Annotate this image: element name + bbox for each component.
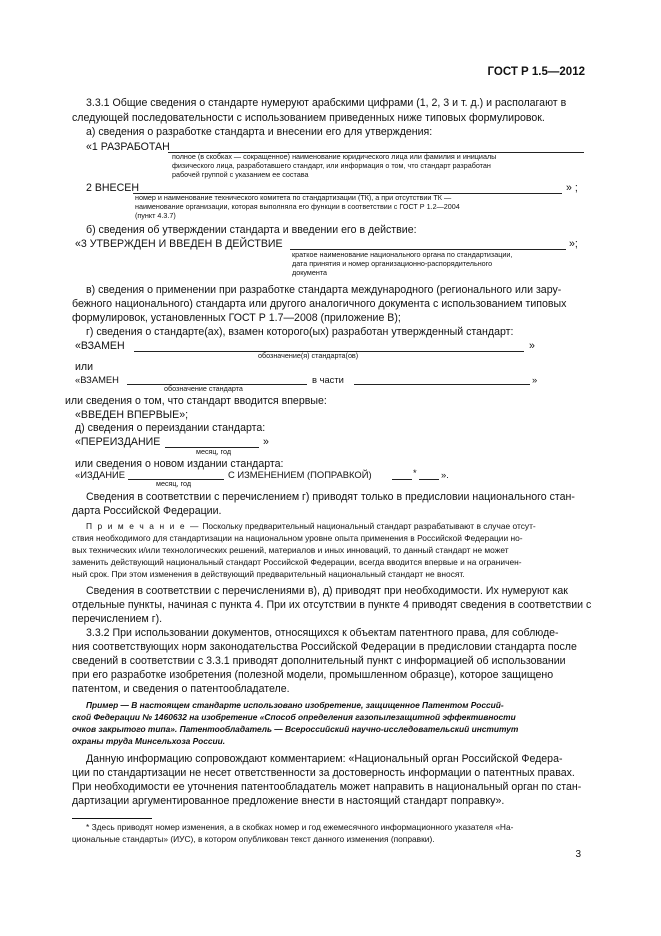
razrabotan-hint-3: рабочей группой с указанием ее состава <box>172 170 309 179</box>
utverzhden-label: «3 УТВЕРЖДЕН И ВВЕДЕН В ДЕЙСТВИЕ <box>75 238 283 250</box>
item-v-line-1: в) сведения о применении при разработке стандарта международного (регионального или зару- <box>86 284 562 296</box>
utverzhden-hint-1: краткое наименование национального органа по стандартизации, <box>292 250 513 259</box>
page-number: 3 <box>575 849 581 860</box>
vzamen-close: » <box>529 340 535 352</box>
vnesen-label: 2 ВНЕСЕН <box>86 182 139 194</box>
vnesen-hint-3: (пункт 4.3.7) <box>135 211 176 220</box>
comment-line-3: При необходимости ее уточнения патентообладатель может направить в национальный орган по стан- <box>72 781 582 793</box>
izdanie-hint: месяц, год <box>156 479 192 488</box>
svedeniya-bd-line-2: отдельные пункты, начиная с пункта 4. При их отсутствии в пункте 4 приводят сведения в соответствии с <box>72 599 592 611</box>
example-line-4: охраны труда Минсельхоза России. <box>72 736 226 746</box>
v-chasti-fill-line <box>354 384 530 385</box>
svedeniya-g-line-2: дарта Российской Федерации. <box>72 505 222 517</box>
svedeniya-g-line-1: Сведения в соответствии с перечислением г) приводят только в предисловии национального стан- <box>86 491 575 503</box>
example-line-2: ской Федерации № 1460632 на изобретение «Способ определения газопылезащитной эффективности <box>72 712 516 722</box>
footnote-separator <box>72 818 152 819</box>
footnote-line-2: циональные стандарты» (ИУС), в котором опубликован текст данного изменения (поправки). <box>72 834 435 844</box>
item-g: г) сведения о стандарте(ах), взамен которого(ых) разработан утвержденный стандарт: <box>86 326 514 338</box>
section-3-3-1-line-2: следующей последовательности с использованием приведенных ниже типовых формулировок. <box>72 112 545 124</box>
vzamen-hint: обозначение(я) стандарта(ов) <box>258 351 359 360</box>
section-3-3-2-line-2: ния соответствующих норм законодательства Российской Федерации в предисловии стандарта после <box>72 641 577 653</box>
vveden-text: «ВВЕДЕН ВПЕРВЫЕ»; <box>75 409 189 421</box>
razrabotan-hint-2: физического лица, разработавшего стандарт, или информация о том, что стандарт разработан <box>172 161 491 170</box>
vzamen-label: «ВЗАМЕН <box>75 340 125 352</box>
utverzhden-hint-3: документа <box>292 268 328 277</box>
note-line-1 <box>86 520 536 532</box>
section-3-3-2-line-5: патентом, и сведения о патентообладателе. <box>72 683 290 695</box>
comment-line-2: ции по стандартизации не несет ответственности за достоверность информации о патентных правах. <box>72 767 575 779</box>
razrabotan-label: «1 РАЗРАБОТАН <box>86 141 170 153</box>
svedeniya-bd-line-3: перечислением г). <box>72 613 163 625</box>
svedeniya-bd-line-1: Сведения в соответствии с перечислениями в), д) приводят при необходимости. Их нумеруют как <box>86 585 568 597</box>
section-3-3-2-line-4: при его разработке изобретения (полезной модели, промышленном образце), которое защищено <box>72 669 554 681</box>
note-line-5: ный срок. При этом изменения в действующий предварительный национальный стандарт не вносят. <box>72 569 465 579</box>
izdanie-close: ». <box>441 469 449 480</box>
pereizdanie-close: » <box>263 436 269 448</box>
izdanie-label: «ИЗДАНИЕ <box>75 469 125 480</box>
vzamen2-label: «ВЗАМЕН <box>75 374 119 385</box>
utverzhden-close: »; <box>569 238 578 250</box>
example-line-3: очков закрытого типа». Патентообладатель — Всероссийский научно-исследовательский институт <box>72 724 519 734</box>
example-line-1: Пример — В настоящем стандарте использовано изобретение, защищенное Патентом Россий- <box>86 700 504 710</box>
utverzhden-hint-2: дата принятия и номер организационно-распорядительного <box>292 259 493 268</box>
section-3-3-2-line-3: сведений в соответствии с 3.3.1 приводят дополнительный пункт с информацией об использовании <box>72 655 566 667</box>
item-d: д) сведения о переиздании стандарта: <box>75 422 266 434</box>
izmenenie-number-line <box>392 479 412 480</box>
footnote-mark: * <box>413 467 417 478</box>
item-b: б) сведения об утверждении стандарта и введении его в действие: <box>86 224 417 236</box>
pereizdanie-hint: месяц, год <box>196 447 232 456</box>
footnote-line-1: * Здесь приводят номер изменения, а в скобках номер и год ежемесячного информационного указателя «На- <box>86 822 514 832</box>
comment-line-1: Данную информацию сопровождают комментарием: «Национальный орган Российской Федера- <box>86 753 563 765</box>
document-header: ГОСТ Р 1.5—2012 <box>487 66 585 78</box>
ius-number-line <box>419 479 439 480</box>
vnesen-hint-1: номер и наименование технического комитета по стандартизации (ТК), а при отсутствии ТК — <box>135 193 452 202</box>
razrabotan-hint-1: полное (в скобках — сокращенное) наименование юридического лица или фамилия и инициалы <box>172 152 497 161</box>
item-v-line-2: бежного национального) стандарта или другого аналогичного документа с использованием типовых <box>72 298 567 310</box>
vzamen2-hint: обозначение стандарта <box>164 384 243 393</box>
note-label: П р и м е ч а н и е — <box>86 521 200 531</box>
note-text-1: Поскольку предварительный национальный стандарт разрабатывают в случае отсут- <box>202 521 536 531</box>
s-izmeneniem-text: С ИЗМЕНЕНИЕМ (ПОПРАВКОЙ) <box>228 469 372 480</box>
note-line-4: заменить действующий национальный стандарт Российской Федерации, всегда вводится впервые и на ограничен- <box>72 557 522 567</box>
note-line-3: вых технических и/или технологических решений, материалов и иных инноваций, то данный стандарт не может <box>72 545 509 555</box>
item-v-line-3: формулировок, установленных ГОСТ Р 1.7—2008 (приложение В); <box>72 312 401 324</box>
comment-line-4: дартизации аргументированное предложение внести в настоящий стандарт поправку». <box>72 795 505 807</box>
item-a: а) сведения о разработке стандарта и внесении его для утверждения: <box>86 126 433 138</box>
vnesen-close: » ; <box>566 182 578 194</box>
v-chasti-text: в части <box>312 374 344 385</box>
vzamen2-close: » <box>532 374 538 385</box>
or-first-text: или сведения о том, что стандарт вводится впервые: <box>65 395 327 407</box>
or-text: или <box>75 361 94 373</box>
note-line-2: ствия необходимого для стандартизации на национальном уровне опыта применения в Российской Федерации но- <box>72 533 523 543</box>
pereizdanie-label: «ПЕРЕИЗДАНИЕ <box>75 436 161 448</box>
or-new-text: или сведения о новом издании стандарта: <box>75 458 284 470</box>
section-3-3-2-line-1: 3.3.2 При использовании документов, относящихся к объектам патентного права, для соблюде- <box>86 627 559 639</box>
vnesen-hint-2: наименование организации, которая выполняла его функции в соответствии с ГОСТ Р 1.2—2004 <box>135 202 460 211</box>
section-3-3-1-line-1: 3.3.1 Общие сведения о стандарте нумеруют арабскими цифрами (1, 2, 3 и т. д.) и располагают в <box>86 97 567 109</box>
